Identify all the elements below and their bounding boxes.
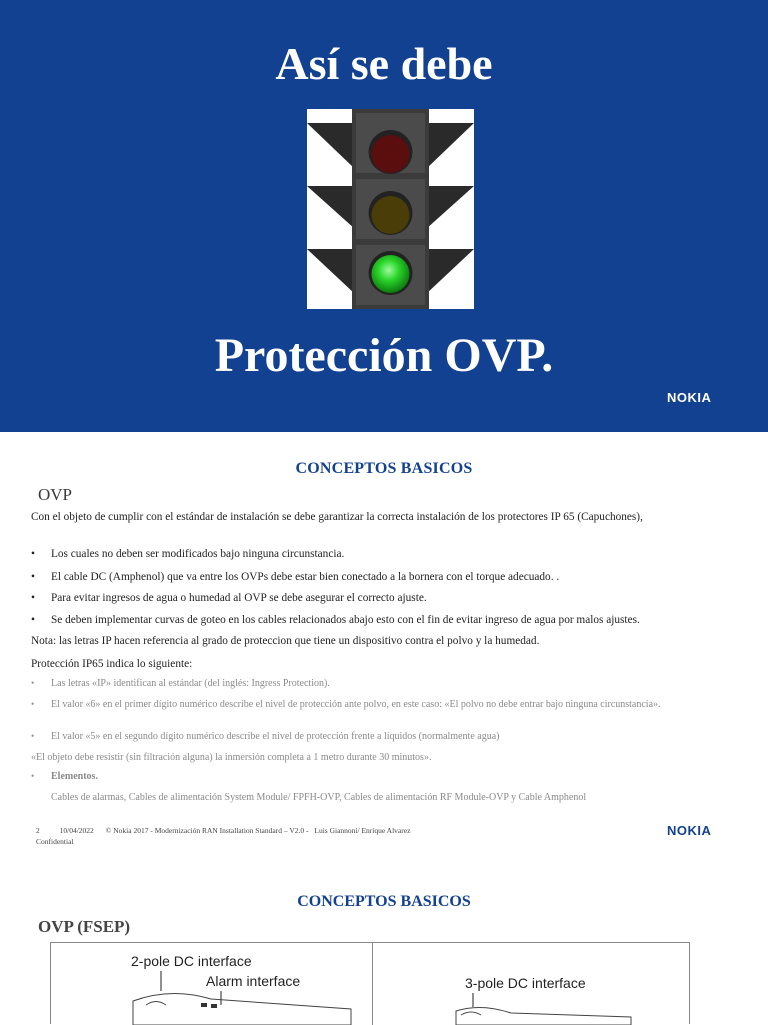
slide-heading: CONCEPTOS BASICOS: [297, 893, 471, 910]
red-lamp: [372, 135, 410, 173]
fsep-slide: [0, 852, 768, 1024]
bullet-icon: •: [31, 678, 35, 688]
device-sketch: [51, 943, 691, 1025]
ip65-title: Protección IP65 indica lo siguiente:: [31, 658, 193, 670]
title-slide: [0, 0, 768, 432]
ovp-interface-diagram: [50, 942, 690, 1024]
section-title: OVP (FSEP): [38, 917, 131, 936]
bullet-icon: •: [31, 699, 35, 709]
note-text: Nota: las letras IP hacen referencia al grado de proteccion que tiene un dispositivo contra el polvo y la humedad.: [31, 635, 540, 647]
nokia-logo: NOKIA: [667, 390, 712, 405]
bullet-icon: •: [31, 771, 35, 781]
two-pole-label: 2-pole DC interface: [131, 953, 252, 969]
green-lamp: [372, 255, 410, 293]
intro-paragraph: Con el objeto de cumplir con el estándar de instalación se debe garantizar la correcta instalación de los protectores IP 65 (Capuchones),: [31, 511, 643, 523]
slide-footer: 2 10/04/2022 © Nokia 2017 - Modernización RAN Installation Standard – V2.0 - Luis Giannoni/ Enrique Alvarez Confidential: [36, 826, 411, 846]
bullet-icon: •: [31, 548, 35, 560]
concepts-slide: CONCEPTOS BASICOS OVP Con el objeto de cumplir con el estándar de instalación se debe garantizar la correcta instalación de los protectores IP 65 (Capuchones), • Los cuales no deben ser modificados bajo ninguna circunstancia. • El cable DC (Amphenol) que va entre los OVPs debe estar bien conectado a la bornera con el torque adecuado. . • Para evitar ingresos de agua o humedad al OVP se debe asegurar el correcto ajuste. • Se deben implementar curvas de goteo en los cables relacionados abajo esto con el fin de evitar ingreso de agua por malos ajustes. Nota: las letras IP hacen referencia al grado de proteccion que tiene un dispositivo contra el polvo y la humedad. Protección IP65 indica lo siguiente: • Las letras «IP» identifican al estándar (del inglés: Ingress Protection). • El valor «6» en el primer dígito numérico describe el nivel de protección ante polvo, en este caso: «El polvo no debe entrar bajo ninguna circunstancia». • El valor «5» en el segundo dígito numérico describe el nivel de protección frente a líquidos (normalmente agua) «El objeto debe resistir (sin filtración alguna) la inmersión completa a 1 metro durante 30 minutos». • Elementos. Cables de alarmas, Cables de alimentación System Module/ FPFH-OVP, Cables de alimentación RF Module-OVP y Cable Amphenol 2 10/04/2022 © Nokia 2017 - Modernización RAN Installation Standard – V2.0 - Luis Giannoni/ Enrique Alvarez Confidential NOKIA: [0, 432, 768, 852]
nokia-logo: NOKIA: [667, 823, 712, 838]
bullet-icon: •: [31, 614, 35, 626]
slide-heading: CONCEPTOS BASICOS: [295, 460, 473, 477]
traffic-light-image: [307, 109, 474, 309]
slide-subtitle: Protección OVP.: [214, 329, 554, 382]
bullet-icon: •: [31, 571, 35, 583]
quote-text: «El objeto debe resistir (sin filtración alguna) la inmersión completa a 1 metro durante 30 minutos».: [31, 752, 432, 763]
slide-title: Así se debe: [275, 38, 493, 89]
section-title: OVP: [38, 485, 73, 504]
yellow-lamp: [372, 196, 410, 234]
bullet-icon: •: [31, 592, 35, 604]
alarm-label: Alarm interface: [206, 973, 301, 989]
bullet-icon: •: [31, 731, 35, 741]
three-pole-label: 3-pole DC interface: [465, 975, 586, 991]
